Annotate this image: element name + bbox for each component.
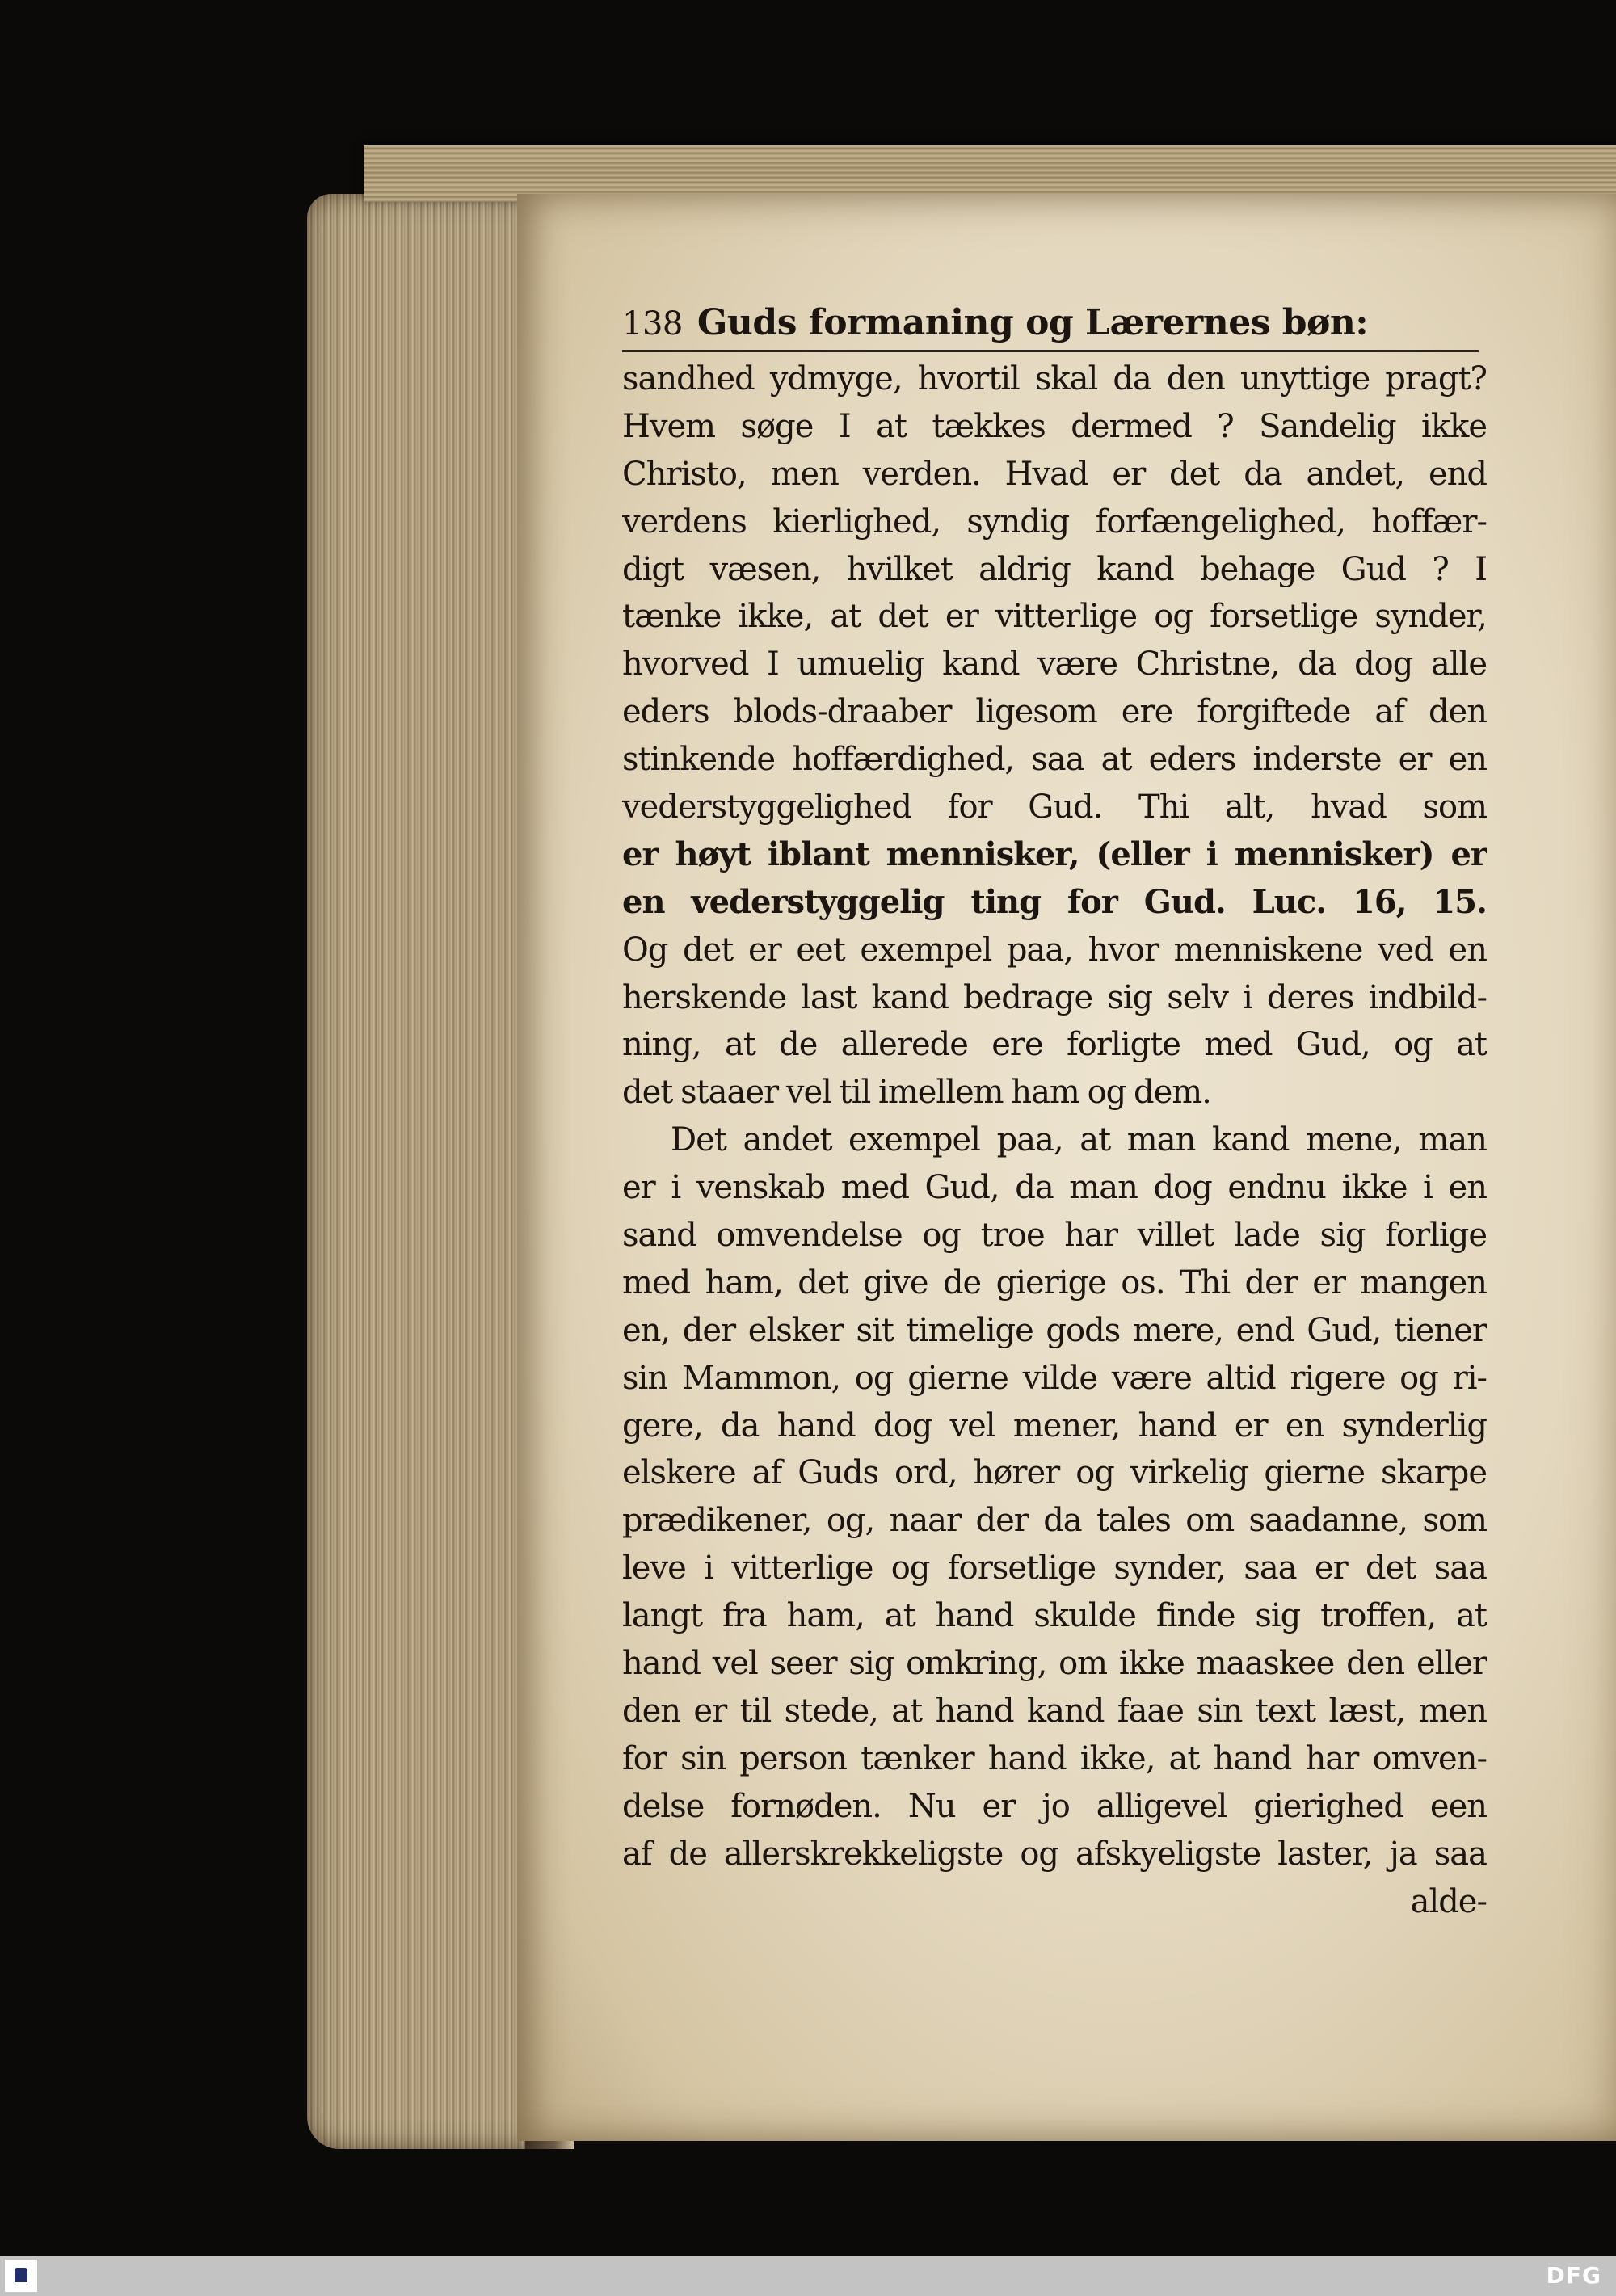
text-line-2: Hvem søge I at tækkes dermed ? Sandelig ikke <box>622 407 1487 445</box>
library-logo[interactable] <box>5 2260 37 2292</box>
text-line-15: ning, at de allerede ere forligte med Gud, og at <box>622 1026 1487 1064</box>
head-rule <box>622 350 1479 352</box>
text-line-1: sandhed ydmyge, hvortil skal da den unyttige pragt? <box>622 360 1487 397</box>
text-line-20: med ham, det give de gierige os. Thi der er mangen <box>622 1264 1487 1301</box>
catchword: alde- <box>1410 1882 1487 1920</box>
text-line-11: er høyt iblant mennisker, (eller i mennisker) er <box>622 835 1487 873</box>
text-line-21: en, der elsker sit timelige gods mere, end Gud, tiener <box>622 1311 1487 1349</box>
text-line-4: verdens kierlighed, syndig forfængelighed, hoffær- <box>622 503 1487 540</box>
text-line-6: tænke ikke, at det er vitterlige og forsetlige synder, <box>622 598 1487 636</box>
text-line-14: herskende last kand bedrage sig selv i deres indbild- <box>622 978 1487 1016</box>
text-line-24: elskere af Guds ord, hører og virkelig gierne skarpe <box>622 1454 1487 1492</box>
text-line-13: Og det er eet exempel paa, hvor menniskene ved en <box>622 931 1487 969</box>
text-line-25: prædikener, og, naar der da tales om saadanne, som <box>622 1502 1487 1540</box>
page-stack-edge <box>307 194 541 2149</box>
page-number: 138 <box>622 305 683 343</box>
text-line-23: gere, da hand dog vel mener, hand er en synderlig <box>622 1407 1487 1444</box>
text-line-9: stinkende hoffærdighed, saa at eders inderste er en <box>622 741 1487 779</box>
text-line-10: vederstyggelighed for Gud. Thi alt, hvad som <box>622 788 1487 826</box>
text-line-32: af de allerskrekkeligste og afskyeligste laster, ja saa <box>622 1835 1487 1873</box>
text-line-26: leve i vitterlige og forsetlige synder, saa er det saa <box>622 1550 1487 1587</box>
book-page <box>517 194 1616 2141</box>
text-line-27: langt fra ham, at hand skulde finde sig troffen, at <box>622 1597 1487 1635</box>
text-line-12: en vederstyggelig ting for Gud. Luc. 16, 15. <box>622 882 1487 921</box>
viewer-footer-bar <box>0 2256 1616 2296</box>
text-line-30: for sin person tænker hand ikke, at hand har omven- <box>622 1739 1487 1777</box>
text-line-7: hvorved I umuelig kand være Christne, da dog alle <box>622 645 1487 683</box>
text-line-8: eders blods-draaber ligesom ere forgiftede af den <box>622 693 1487 731</box>
text-line-16: det staaer vel til imellem ham og dem. <box>622 1074 1211 1112</box>
text-line-28: hand vel seer sig omkring, om ikke maaskee den eller <box>622 1645 1487 1683</box>
text-line-31: delse fornøden. Nu er jo alligevel gierighed een <box>622 1787 1487 1825</box>
text-line-17: Det andet exempel paa, at man kand mene, man <box>671 1121 1487 1159</box>
page-text-block <box>622 299 1487 1925</box>
dfg-logo[interactable]: DFG <box>1546 2262 1601 2289</box>
library-building-icon <box>15 2268 27 2282</box>
text-line-22: sin Mammon, og gierne vilde være altid rigere og ri- <box>622 1359 1487 1397</box>
running-head-title: Guds formaning og Lærernes bøn: <box>696 302 1369 343</box>
text-line-3: Christo, men verden. Hvad er det da andet, end <box>622 455 1487 493</box>
book <box>307 145 1616 2149</box>
text-line-5: digt væsen, hvilket aldrig kand behage Gud ? I <box>622 550 1487 588</box>
text-line-18: er i venskab med Gud, da man dog endnu ikke i en <box>622 1169 1487 1207</box>
running-head <box>622 299 1487 348</box>
text-line-19: sand omvendelse og troe har villet lade sig forlige <box>622 1217 1487 1255</box>
text-line-29: den er til stede, at hand kand faae sin text læst, men <box>622 1692 1487 1730</box>
